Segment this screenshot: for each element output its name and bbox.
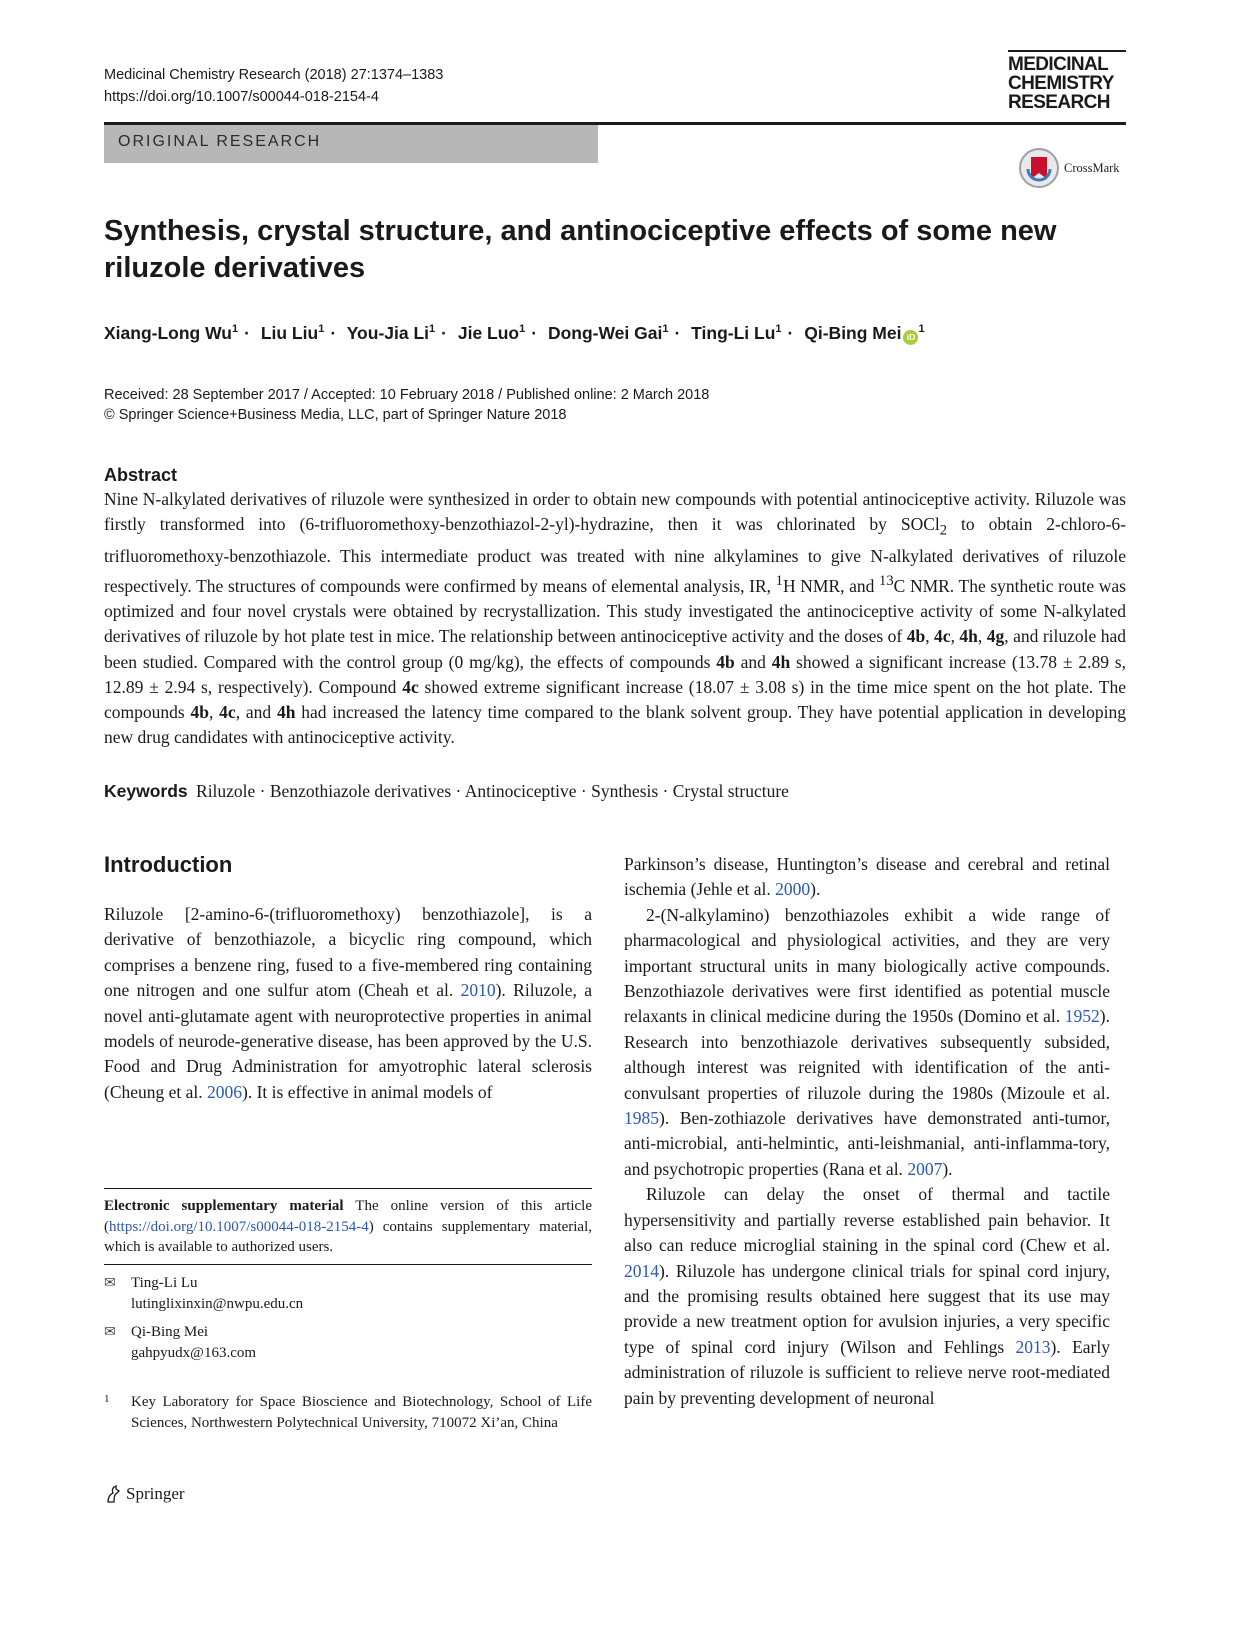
compound-label: 4b: [906, 626, 926, 647]
affiliation-mark: 1: [429, 323, 436, 336]
paragraph: 2-(N-alkylamino) benzothiazoles exhibit a wide range of pharmacological and physiological activities, and they are very important structural units in many biologically active compounds. Benzothiazole derivatives were first identified as potential muscle relaxants in clinical medicine during the 1950s (Domino et al. 1952). Research into benzothiazole derivatives subsequently subsided, although interest was reignited with identification of the anti-convulsant properties of riluzole during the 1980s (Mizoule et al. 1985). Ben-zothiazole derivatives have demonstrated anti-tumor, anti-microbial, anti-helmintic, anti-leishmanial, anti-inflamma-tory, and psychotropic properties (Rana et al. 2007).: [624, 904, 1110, 1179]
doi-link[interactable]: https://doi.org/10.1007/s00044-018-2154-4: [104, 89, 379, 105]
citation-link[interactable]: 2014: [624, 1260, 659, 1281]
affiliation-number: 1: [104, 1393, 110, 1405]
dates-line: Received: 28 September 2017 / Accepted: 10 February 2018 / Published online: 2 March 2018: [104, 387, 710, 403]
abstract-heading: Abstract: [104, 465, 178, 485]
footnote-divider: [104, 1188, 592, 1189]
publisher-footer: [104, 1484, 185, 1504]
envelope-icon: ✉: [104, 1276, 116, 1291]
compound-label: 4g: [986, 626, 1005, 647]
section-label: ORIGINAL RESEARCH: [118, 133, 322, 150]
logo-line-1: MEDICINAL: [1008, 54, 1109, 75]
author[interactable]: Dong-Wei Gai: [547, 323, 663, 343]
correspondence-divider: [104, 1264, 592, 1265]
compound-label: 4b: [716, 651, 735, 672]
citation-link[interactable]: 2000: [775, 879, 811, 900]
journal-header-info: [104, 64, 443, 108]
corresponding-author-email[interactable]: gahpyudx@163.com: [131, 1345, 257, 1361]
journal-citation: Medicinal Chemistry Research (2018) 27:1374–1383: [104, 67, 444, 83]
citation-link[interactable]: 2007: [907, 1158, 943, 1179]
compound-label: 4c: [934, 626, 951, 647]
keywords-list: Riluzole · Benzothiazole derivatives · Antinociceptive · Synthesis · Crystal structure: [196, 781, 789, 801]
keywords-label: Keywords: [104, 781, 188, 801]
publisher-name: Springer: [126, 1484, 185, 1503]
citation-link[interactable]: 1952: [1064, 1006, 1100, 1027]
compound-label: 4c: [402, 676, 419, 697]
crossmark-label: CrossMark: [1064, 160, 1120, 175]
affiliation-mark: 1: [775, 323, 782, 336]
affiliation: [104, 1392, 592, 1433]
author[interactable]: Qi-Bing Mei: [804, 323, 902, 343]
paragraph: Parkinson’s disease, Huntington’s disease and cerebral and retinal ischemia (Jehle et al. 2000).: [624, 854, 1110, 900]
journal-logo: [1008, 50, 1126, 112]
author[interactable]: Ting-Li Lu: [691, 323, 776, 343]
supplementary-link[interactable]: https://doi.org/10.1007/s00044-018-2154-4: [109, 1218, 369, 1235]
citation-link[interactable]: 2006: [207, 1081, 243, 1102]
logo-line-2: CHEMISTRY: [1008, 73, 1114, 94]
crossmark-icon: [1018, 147, 1060, 189]
springer-horse-icon: [104, 1484, 122, 1504]
compound-label: 4c: [219, 701, 236, 722]
keywords: [104, 781, 1126, 802]
affiliation-mark: 1: [662, 323, 669, 336]
abstract-text: Nine N-alkylated derivatives of riluzole were synthesized in order to obtain new compounds with potential antinociceptive activity. Riluzole was firstly transformed into (6-trifluoromethoxy-benzothiazol-2-yl)-hydrazine, then it was chlorinated by SOCl$_2$ to obtain 2-chloro-6-trifluoromethoxy-benzothiazole. This intermediate product was treated with nine alkylamines to give N-alkylated derivatives of riluzole respectively. The structures of compounds were confirmed by means of elemental analysis, IR, $^1$H NMR, and $^{13}$C NMR. The synthetic route was optimized and four novel crystals were obtained by recrystallization. This study investigated the antinociceptive activity of some N-alkylated derivatives of riluzole by hot plate test in mice. The relationship between antinociceptive activity and the doses of 4b, 4c, 4h, 4g, and riluzole had been studied. Compared with the control group (0 mg/kg), the effects of compounds 4b and 4h showed a significant increase (13.78 ± 2.89 s, 12.89 ± 2.94 s, respectively). Compound 4c showed extreme significant increase (18.07 ± 3.08 s) in the time mice spent on the hot plate. The compounds 4b, 4c, and 4h had increased the latency time compared to the blank solvent group. They have potential application in developing new drug candidates with antinociceptive activity.: [104, 489, 1127, 748]
supplementary-material-note: Electronic supplementary material The online version of this article (https://doi.org/10.1007/s00044-018-2154-4) contains supplementary material, which is available to authorized users.: [104, 1198, 593, 1255]
envelope-icon: ✉: [104, 1325, 116, 1340]
compound-label: 4h: [959, 626, 978, 647]
correspondence-entry: [104, 1322, 256, 1363]
citation-link[interactable]: 1985: [624, 1108, 659, 1129]
affiliation-mark: 1: [318, 323, 325, 336]
right-column: [624, 852, 1110, 1411]
crossmark-badge[interactable]: [1018, 147, 1120, 189]
corresponding-author-name: Qi-Bing Mei: [131, 1324, 209, 1340]
author[interactable]: Jie Luo: [457, 323, 520, 343]
publication-history: [104, 385, 709, 425]
corresponding-author-email[interactable]: lutinglixinxin@nwpu.edu.cn: [131, 1296, 304, 1312]
author[interactable]: You-Jia Li: [346, 323, 430, 343]
affiliation-mark: 1: [519, 323, 526, 336]
author[interactable]: Xiang-Long Wu: [104, 323, 232, 343]
logo-line-3: RESEARCH: [1008, 92, 1110, 113]
affiliation-mark: 1: [232, 323, 239, 336]
compound-label: 4h: [276, 701, 296, 722]
article-title: Synthesis, crystal structure, and antinociceptive effects of some new riluzole derivatives: [104, 215, 1057, 284]
affiliation-text: Key Laboratory for Space Bioscience and Biotechnology, School of Life Sciences, Northwestern Polytechnical University, 710072 Xi’an, China: [131, 1394, 592, 1431]
copyright-line: © Springer Science+Business Media, LLC, part of Springer Nature 2018: [104, 407, 567, 423]
correspondence-entry: [104, 1273, 303, 1314]
compound-label: 4h: [771, 651, 791, 672]
corresponding-author-name: Ting-Li Lu: [131, 1275, 198, 1291]
orcid-icon[interactable]: iD: [903, 330, 918, 345]
compound-label: 4b: [190, 701, 209, 722]
introduction-heading: Introduction: [104, 852, 233, 877]
citation-link[interactable]: 2010: [460, 980, 496, 1001]
paragraph: Riluzole can delay the onset of thermal and tactile hypersensitivity and partially reverse established pain behavior. It also can reduce microglial staining in the spinal cord (Chew et al. 2014). Riluzole has undergone clinical trials for spinal cord injury, and the promising results obtained here suggest that its use may provide a new treatment option for avulsion injuries, a very specific type of spinal cord injury (Wilson and Fehlings 2013). Early administration of riluzole is sufficient to relieve nerve root-mediated pain by preventing development of neuronal: [624, 1184, 1110, 1408]
introduction-paragraph: Riluzole [2-amino-6-(trifluoromethoxy) benzothiazole], is a derivative of benzothiazole, a bicyclic ring compound, which comprises a benzene ring, fused to a five-membered ring containing one nitrogen and one sulfur atom (Cheah et al. 2010). Riluzole, a novel anti-glutamate agent with neuroprotective properties in animal models of neurode-generative disease, has been approved by the U.S. Food and Drug Administration for amyotrophic lateral sclerosis (Cheung et al. 2006). It is effective in animal models of: [104, 904, 593, 1102]
author-list: Xiang-Long $Wu^1$ · Liu Liu$^1$ · You-Jia $Li^1$ · Jie Luo$^1$ · Dong-Wei Gai$^1$ · Ting-Li $Lu^1$ · Qi-Bing Mei $iD^1$: [104, 323, 925, 343]
author[interactable]: Liu Liu: [260, 323, 319, 343]
citation-link[interactable]: 2013: [1015, 1336, 1051, 1357]
affiliation-mark: 1: [918, 323, 925, 336]
